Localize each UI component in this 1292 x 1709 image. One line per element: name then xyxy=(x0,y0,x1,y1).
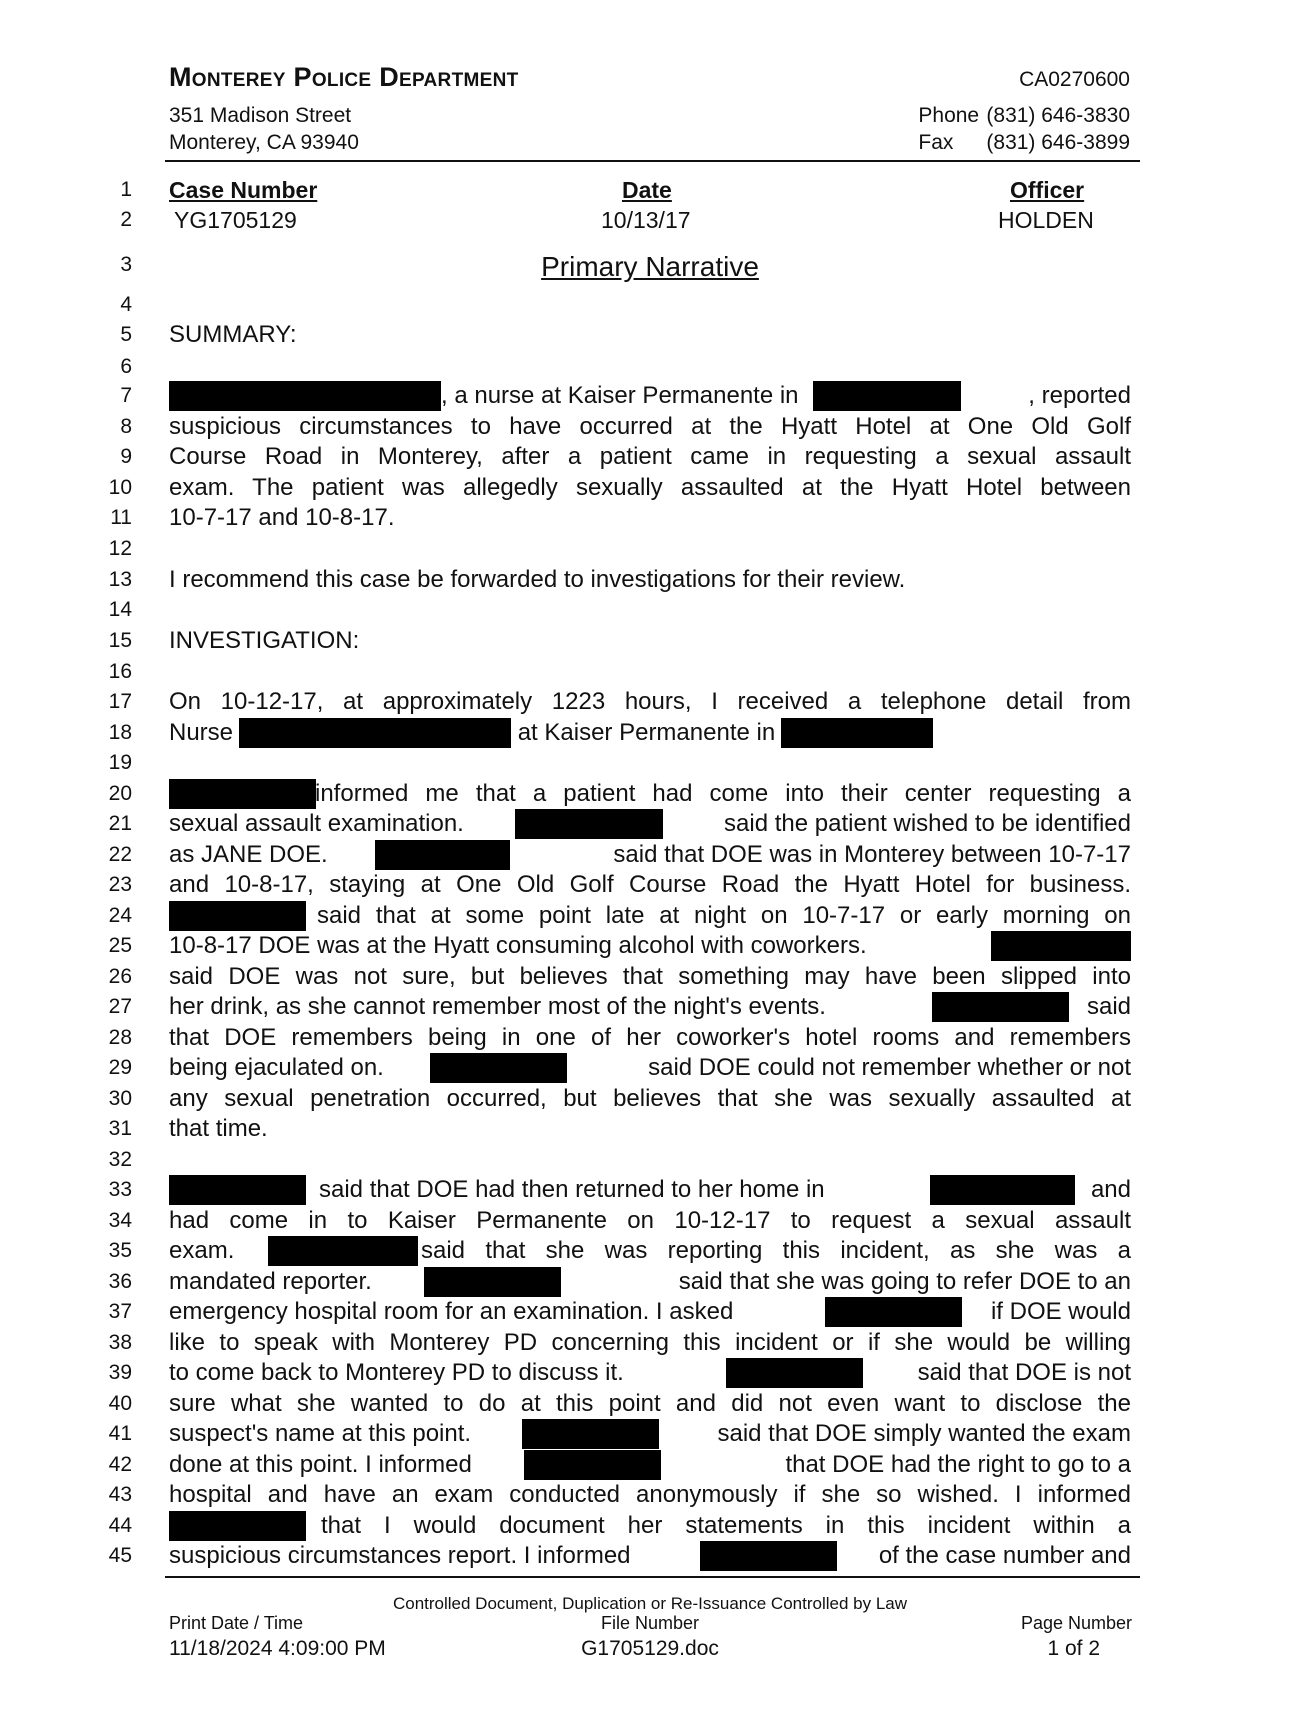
narrative-line: suspicious circumstances report. I informed of the case number and xyxy=(169,1542,1131,1569)
line-number: 34 xyxy=(108,1209,132,1232)
line-number: 41 xyxy=(108,1422,132,1445)
narrative-line: that time. xyxy=(169,1115,268,1142)
narrative-line: Course Road in Monterey, after a patient came in requesting a sexual assault xyxy=(169,443,1131,470)
line-number: 23 xyxy=(108,873,132,896)
line-number: 38 xyxy=(108,1331,132,1354)
redaction-box xyxy=(169,1175,306,1205)
redaction-box xyxy=(726,1358,863,1388)
summary-heading: SUMMARY: xyxy=(169,321,297,348)
line-number: 40 xyxy=(108,1392,132,1415)
redaction-box xyxy=(169,381,441,411)
line-number: 18 xyxy=(108,721,132,744)
line-number: 17 xyxy=(108,690,132,713)
narrative-line: Nurse at Kaiser Permanente in xyxy=(169,718,1131,748)
case-number-value: YG1705129 xyxy=(174,207,297,233)
narrative-line: 10-7-17 and 10-8-17. xyxy=(169,504,395,531)
narrative-line: said that DOE had then returned to her home in and xyxy=(169,1175,1131,1205)
line-number: 32 xyxy=(108,1148,132,1171)
footer-divider xyxy=(165,1576,1140,1578)
narrative-line: sexual assault examination. said the patient wished to be identified xyxy=(169,810,1131,837)
department-address xyxy=(169,102,359,156)
narrative-line: as JANE DOE. said that DOE was in Monterey between 10-7-17 xyxy=(169,841,1131,868)
narrative-line: like to speak with Monterey PD concerning this incident or if she would be willing xyxy=(169,1329,1131,1356)
line-number: 19 xyxy=(108,751,132,774)
line-number: 28 xyxy=(108,1026,132,1049)
line-number: 31 xyxy=(108,1117,132,1140)
redaction-box xyxy=(268,1236,418,1266)
narrative-line: and 10-8-17, staying at One Old Golf Course Road the Hyatt Hotel for business. xyxy=(169,871,1131,898)
department-name: Monterey Police Department xyxy=(169,62,519,92)
line-number: 42 xyxy=(108,1453,132,1476)
redaction-box xyxy=(430,1053,567,1083)
narrative-line: exam. said that she was reporting this incident, as she was a xyxy=(169,1237,1131,1264)
redaction-box xyxy=(169,1511,306,1541)
line-number: 13 xyxy=(108,568,132,591)
fax-number: (831) 646-3899 xyxy=(986,131,1130,154)
line-number: 15 xyxy=(108,629,132,652)
line-number: 37 xyxy=(108,1300,132,1323)
line-number: 14 xyxy=(108,598,132,621)
narrative-line: that I would document her statements in this incident within a xyxy=(169,1511,1131,1541)
narrative-title: Primary Narrative xyxy=(541,251,759,282)
narrative-line: that DOE remembers being in one of her coworker's hotel rooms and remembers xyxy=(169,1024,1131,1051)
line-number: 9 xyxy=(120,445,132,468)
line-number: 8 xyxy=(120,415,132,438)
redaction-box xyxy=(932,992,1069,1022)
redaction-box xyxy=(375,840,510,870)
line-number: 22 xyxy=(108,843,132,866)
line-number: 21 xyxy=(108,812,132,835)
phone-label: Phone xyxy=(918,104,980,127)
redaction-box xyxy=(522,1419,659,1449)
line-number: 36 xyxy=(108,1270,132,1293)
narrative-line: sure what she wanted to do at this point and did not even want to disclose the xyxy=(169,1390,1131,1417)
narrative-line: to come back to Monterey PD to discuss it. said that DOE is not xyxy=(169,1359,1131,1386)
line-number: 1 xyxy=(120,178,132,201)
line-number: 7 xyxy=(120,384,132,407)
phone-number: (831) 646-3830 xyxy=(986,104,1130,127)
page-number-label: Page Number xyxy=(1020,1613,1132,1633)
narrative-line: hospital and have an exam conducted anonymously if she so wished. I informed xyxy=(169,1481,1131,1508)
case-number-label: Case Number xyxy=(169,177,318,203)
address-line-1: 351 Madison Street xyxy=(169,104,352,127)
line-number: 33 xyxy=(108,1178,132,1201)
line-number: 10 xyxy=(108,476,132,499)
address-line-2: Monterey, CA 93940 xyxy=(169,131,359,154)
narrative-line: had come in to Kaiser Permanente on 10-12-17 to request a sexual assault xyxy=(169,1207,1131,1234)
redaction-box xyxy=(424,1267,561,1297)
redaction-box xyxy=(700,1541,837,1571)
line-number: 30 xyxy=(108,1087,132,1110)
narrative-line: suspect's name at this point. said that DOE simply wanted the exam xyxy=(169,1420,1131,1447)
line-number: 29 xyxy=(108,1056,132,1079)
officer-label: Officer xyxy=(1010,177,1085,203)
redaction-box xyxy=(169,779,316,809)
redaction-box xyxy=(169,901,306,931)
department-contact xyxy=(918,102,1130,156)
narrative-line: said that at some point late at night on 10-7-17 or early morning on xyxy=(169,901,1131,931)
officer-value: HOLDEN xyxy=(998,207,1094,233)
narrative-line: her drink, as she cannot remember most of the night's events. said xyxy=(169,993,1131,1020)
page-number-value: 1 of 2 xyxy=(1047,1637,1100,1660)
line-number: 27 xyxy=(108,995,132,1018)
redaction-box xyxy=(781,718,933,748)
narrative-line: On 10-12-17, at approximately 1223 hours, I received a telephone detail from xyxy=(169,688,1131,715)
narrative-line: I recommend this case be forwarded to investigations for their review. xyxy=(169,566,906,593)
file-number-value: G1705129.doc xyxy=(581,1637,719,1660)
narrative-line: suspicious circumstances to have occurred at the Hyatt Hotel at One Old Golf xyxy=(169,413,1131,440)
line-number: 39 xyxy=(108,1361,132,1384)
redaction-box xyxy=(930,1175,1075,1205)
narrative-line: done at this point. I informed that DOE had the right to go to a xyxy=(169,1451,1131,1478)
file-number-label: File Number xyxy=(600,1613,700,1633)
line-number: 45 xyxy=(108,1544,132,1567)
header-divider xyxy=(165,160,1140,162)
narrative-line: informed me that a patient had come into their center requesting a xyxy=(169,779,1131,809)
redaction-box xyxy=(825,1297,962,1327)
narrative-line: emergency hospital room for an examination. I asked if DOE would xyxy=(169,1298,1131,1325)
date-label: Date xyxy=(622,177,672,203)
line-number: 44 xyxy=(108,1514,132,1537)
narrative-line: being ejaculated on. said DOE could not remember whether or not xyxy=(169,1054,1131,1081)
line-number: 24 xyxy=(108,904,132,927)
redaction-box xyxy=(524,1450,661,1480)
redaction-box xyxy=(515,809,663,839)
agency-code: CA0270600 xyxy=(1019,68,1130,91)
line-number: 20 xyxy=(108,782,132,805)
line-number: 5 xyxy=(120,323,132,346)
print-date-label: Print Date / Time xyxy=(169,1613,304,1633)
line-number: 11 xyxy=(110,506,132,529)
controlled-document-notice: Controlled Document, Duplication or Re-Issuance Controlled by Law xyxy=(392,1594,908,1613)
line-number: 12 xyxy=(108,537,132,560)
date-value: 10/13/17 xyxy=(601,207,691,233)
narrative-line: any sexual penetration occurred, but believes that she was sexually assaulted at xyxy=(169,1085,1131,1112)
line-number: 6 xyxy=(120,355,132,378)
redaction-box xyxy=(239,718,511,748)
line-number: 4 xyxy=(120,293,132,316)
narrative-line: exam. The patient was allegedly sexually assaulted at the Hyatt Hotel between xyxy=(169,474,1131,501)
line-number: 16 xyxy=(108,660,132,683)
line-number: 35 xyxy=(108,1239,132,1262)
line-number: 2 xyxy=(120,208,132,231)
redaction-box xyxy=(813,381,961,411)
line-number: 26 xyxy=(108,965,132,988)
investigation-heading: INVESTIGATION: xyxy=(169,627,360,654)
line-number: 3 xyxy=(120,253,132,276)
narrative-line: said DOE was not sure, but believes that something may have been slipped into xyxy=(169,963,1131,990)
narrative-line: mandated reporter. said that she was going to refer DOE to an xyxy=(169,1268,1131,1295)
fax-label: Fax xyxy=(918,131,954,154)
line-number: 43 xyxy=(108,1483,132,1506)
narrative-line: , a nurse at Kaiser Permanente in , reported xyxy=(169,381,1131,411)
redaction-box xyxy=(991,931,1131,961)
print-date-value: 11/18/2024 4:09:00 PM xyxy=(169,1637,386,1660)
narrative-line: 10-8-17 DOE was at the Hyatt consuming alcohol with coworkers. xyxy=(169,931,1131,961)
line-number: 25 xyxy=(108,934,132,957)
